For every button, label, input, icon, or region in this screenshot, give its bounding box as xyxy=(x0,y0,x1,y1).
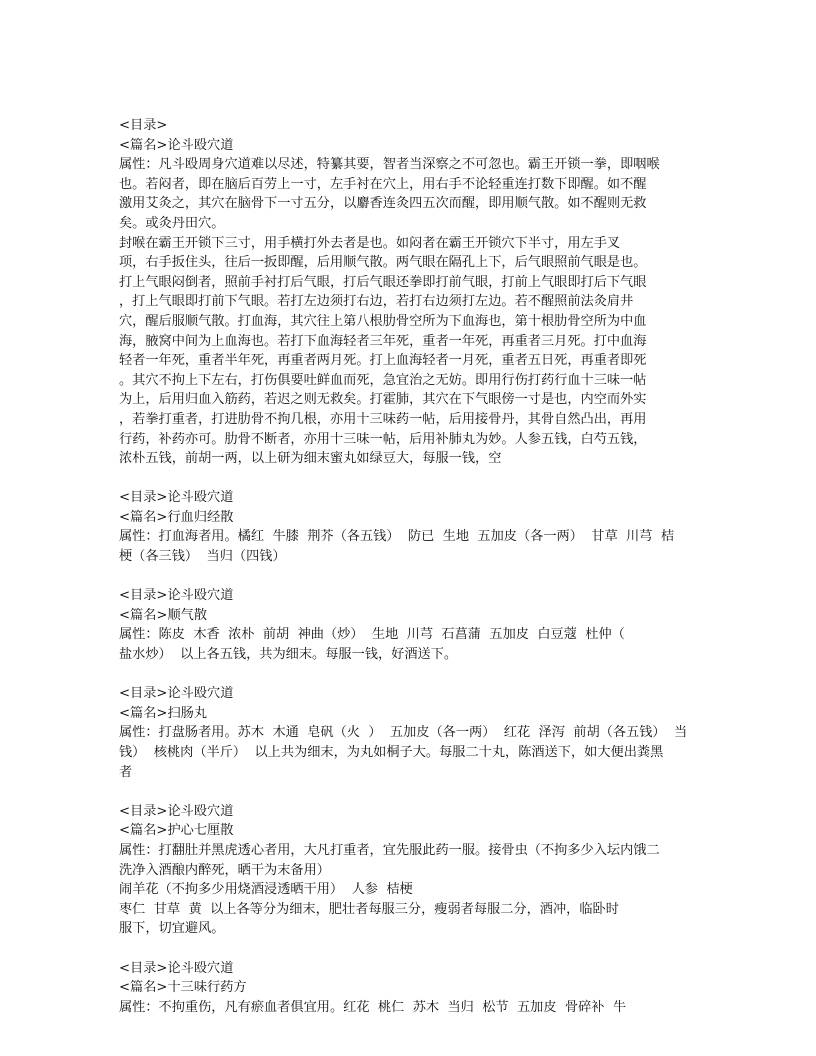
blank-line xyxy=(119,567,701,587)
text-line: <目录>论斗殴穴道 xyxy=(119,490,234,506)
text-line: 属性：打盘肠者用。苏木 木通 皂矾（火 ） 五加皮（各一两） 红花 泽泻 前胡（各五钱） 当 xyxy=(119,725,688,741)
blank-line xyxy=(119,469,701,489)
text-line: 轻者一年死，重者半年死，再重者两月死。打上血海轻者一月死，重者五日死，再重者即死 xyxy=(119,353,647,369)
text-line: 梗（各三钱） 当归（四钱） xyxy=(119,549,286,565)
text-line: ，打上气眼即打前下气眼。若打左边须打右边，若打右边须打左边。若不醒照前法灸肩井 xyxy=(119,294,634,310)
text-line: 属性：凡斗殴周身穴道难以尽述，特纂其要，智者当深察之不可忽也。霸王开锁一拳，即咽喉 xyxy=(119,157,660,173)
text-line: 封喉在霸王开锁下三寸，用手横打外去者是也。如闷者在霸王开锁穴下半寸，用左手叉 xyxy=(119,235,621,251)
text-line: 盐水炒） 以上各五钱，共为细末。每服一钱，好酒送下。 xyxy=(119,647,458,663)
text-line: 钱） 核桃肉（半斤） 以上共为细末，为丸如桐子大。每服二十丸，陈酒送下，如大便出粪黑 xyxy=(119,745,664,760)
text-line: 洗净入酒酿内醉死，晒干为末备用） xyxy=(119,862,330,878)
text-line: 枣仁 甘草 黄 以上各等分为细末，肥壮者每服三分，瘦弱者每服二分，酒冲，临卧时 xyxy=(119,901,619,917)
text-line: 激用艾灸之，其穴在脑骨下一寸五分，以麝香连灸四五次而醒，即用顺气散。如不醒则无救 xyxy=(119,196,647,212)
text-line: 穴，醒后服顺气散。打血海，其穴往上第八根肋骨空所为下血海也，第十根肋骨空所为中血 xyxy=(119,313,647,329)
text-line: 属性：打翻肚并黑虎透心者用，大凡打重者，宜先服此药一服。接骨虫（不拘多少入坛内饿二 xyxy=(119,842,660,858)
text-line: <篇名>扫肠丸 xyxy=(119,705,208,721)
blank-line xyxy=(119,665,701,685)
blank-line xyxy=(119,782,701,802)
text-line: 属性：打血海者用。橘红 牛膝 荆芥（各五钱） 防已 生地 五加皮（各一两） 甘草 川芎 桔 xyxy=(119,529,675,545)
text-line: 属性：陈皮 木香 浓朴 前胡 神曲（炒） 生地 川芎 石菖蒲 五加皮 白豆蔻 杜仲（ xyxy=(119,627,625,643)
text-line: 矣。或灸丹田穴。 xyxy=(119,215,225,231)
text-line: <篇名>行血归经散 xyxy=(119,509,234,525)
text-line: <篇名>论斗殴穴道 xyxy=(119,137,234,153)
text-line: <篇名>护心七厘散 xyxy=(119,823,234,839)
text-line: <目录>论斗殴穴道 xyxy=(119,960,234,976)
text-line: <目录>论斗殴穴道 xyxy=(119,686,234,702)
text-line: ，若拳打重者，打进肋骨不拘几根，亦用十三味药一帖，后用接骨丹，其骨自然凸出，再用 xyxy=(119,411,647,427)
text-line: 属性：不拘重伤，凡有瘀血者俱宜用。红花 桃仁 苏木 当归 松节 五加皮 骨碎补 牛 xyxy=(119,999,627,1015)
text-line: 海，腋窝中间为上血海也。若打下血海轻者三年死，重者一年死，再重者三月死。打中血海 xyxy=(119,333,647,349)
text-line: <篇名>十三味行药方 xyxy=(119,980,247,996)
text-line: 浓朴五钱，前胡一两，以上研为细末蜜丸如绿豆大，每服一钱，空 xyxy=(119,451,502,467)
text-line: <目录> xyxy=(119,118,168,133)
text-line: 闹羊花（不拘多少用烧酒浸透晒干用） 人参 桔梗 xyxy=(119,882,413,898)
text-line: <目录>论斗殴穴道 xyxy=(119,588,234,604)
text-line: 打上气眼闷倒者，照前手衬打后气眼，打后气眼还拳即打前气眼，打前上气眼即打后下气眼 xyxy=(119,274,647,290)
text-line: 者 xyxy=(119,764,133,780)
document-page xyxy=(119,116,701,1017)
text-line: 服下，切宜避风。 xyxy=(119,921,225,937)
text-line: <目录>论斗殴穴道 xyxy=(119,803,234,819)
text-line: <篇名>顺气散 xyxy=(119,607,208,623)
text-line: 项，右手扳住头，往后一扳即醒，后用顺气散。两气眼在隔孔上下，后气眼照前气眼是也。 xyxy=(119,255,647,271)
blank-line xyxy=(119,939,701,959)
text-line: 也。若闷者，即在脑后百劳上一寸，左手衬在穴上，用右手不论轻重连打数下即醒。如不醒 xyxy=(119,176,647,192)
text-line: 行药，补药亦可。肋骨不断者，亦用十三味一帖，后用补肺丸为妙。人参五钱，白芍五钱， xyxy=(119,431,647,447)
text-line: 为上，后用归血入筋药，若迟之则无救矣。打霍肺，其穴在下气眼傍一寸是也，内空而外实 xyxy=(119,392,647,408)
text-line: 。其穴不拘上下左右，打伤俱要吐鲜血而死，急宜治之无妨。即用行伤打药行血十三味一帖 xyxy=(119,372,647,388)
